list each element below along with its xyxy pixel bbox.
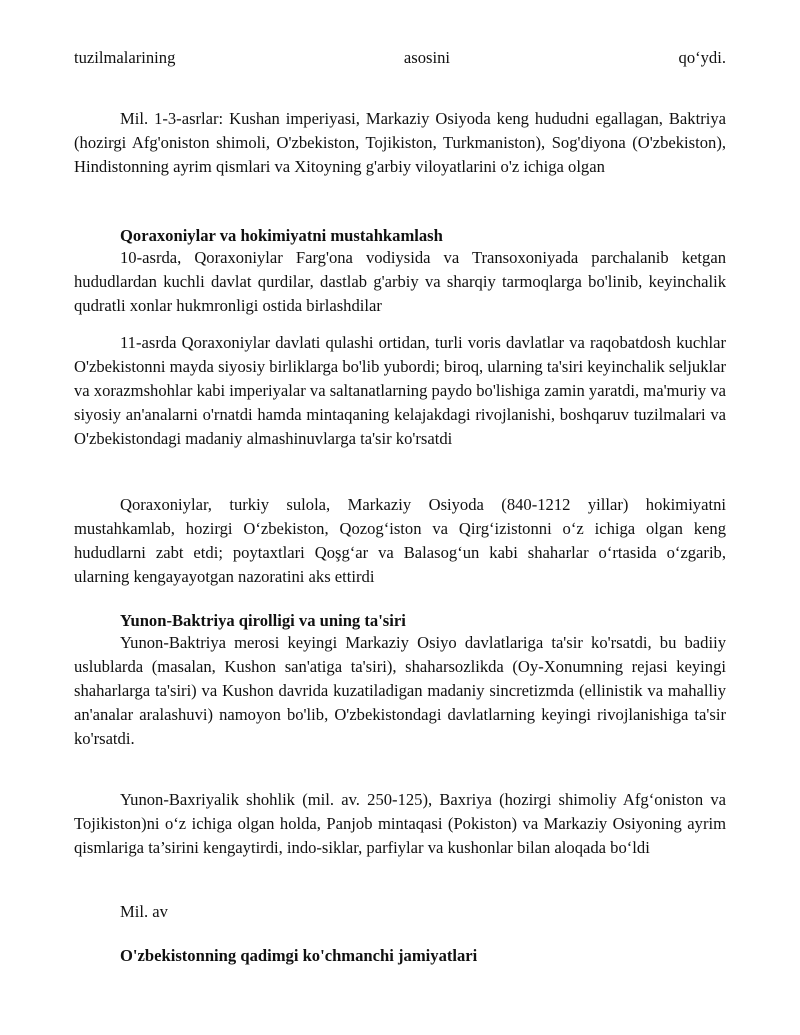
paragraph-qoraxoniylar-10-text: 10-asrda, Qoraxoniylar Farg'ona vodiysida va Transoxoniyada parchalanib ketgan hududlardan kuchli davlat qurdilar, dastlab g'arbiy va sharqiy tarmoqlarga bo'linib, keyinchalik qudratli xonlar hukmronligi ostida birlashdilar	[74, 248, 726, 315]
paragraph-kushan	[74, 107, 726, 179]
paragraph-yunon-baktriya-meros	[74, 631, 726, 751]
paragraph-qoraxoniylar-sulola-text: Qoraxoniylar, turkiy sulola, Markaziy Osiyoda (840-1212 yillar) hokimiyatni mustahkamlab, hozirgi O‘zbekiston, Qozog‘iston va Qirg‘izistonni o‘z ichiga olgan keng hududlarni zabt etdi; poytaxtlari Qoşg‘ar va Balasog‘un kabi shaharlar o‘rtasida o‘zgarib, ularning kengayayotgan nazoratini aks ettirdi	[74, 495, 726, 586]
paragraph-yunon-baxriyalik	[74, 788, 726, 860]
paragraph-mil-av-text: Mil. av	[120, 902, 168, 921]
paragraph-qoraxoniylar-11	[74, 331, 726, 451]
paragraph-mil-av	[74, 900, 726, 924]
paragraph-qoraxoniylar-sulola	[74, 493, 726, 589]
paragraph-qoraxoniylar-10	[74, 246, 726, 318]
top-line-text: tuzilmalarining asosini qo‘ydi.	[74, 48, 726, 67]
paragraph-yunon-baktriya-meros-text: Yunon-Baktriya merosi keyingi Markaziy Osiyo davlatlariga ta'sir ko'rsatdi, bu badiiy uslublarda (masalan, Kushon san'atiga ta'siri), shaharsozlikda (Oy-Xonumning rejasi keyingi shaharlarga ta'siri) va Kushon davrida kuzatiladigan madaniy sincretizmda (ellinistik va mahalliy an'analar aralashuvi) namoyon bo'lib, O'zbekistondagi davlatlarning keyingi rivojlanishiga ta'sir ko'rsatdi.	[74, 633, 726, 748]
paragraph-qoraxoniylar-11-text: 11-asrda Qoraxoniylar davlati qulashi ortidan, turli voris davlatlar va raqobatdosh kuchlar O'zbekistonni mayda siyosiy birliklarga bo'lib yubordi; biroq, ularning ta'siri keyinchalik seljuklar va xorazmshohlar kabi imperiyalar va saltanatlarning paydo bo'lishiga zamin yaratdi, ma'muriy va siyosiy an'analarni o'rnatdi hamda mintaqaning kelajakdagi rivojlanishi, boshqaruv tuzilmalari va O'zbekistondagi madaniy almashinuvlarga ta'sir ko'rsatdi	[74, 333, 727, 448]
paragraph-yunon-baxriyalik-text: Yunon-Baxriyalik shohlik (mil. av. 250-125), Baxriya (hozirgi shimoliy Afg‘oniston va Tojikiston)ni o‘z ichiga olgan holda, Panjob mintaqasi (Pokiston) va Markaziy Osiyoning ayrim qismlariga ta’sirini kengaytirdi, indo-siklar, parfiylar va kushonlar bilan aloqada bo‘ldi	[74, 790, 726, 857]
paragraph-kushan-text: Mil. 1-3-asrlar: Kushan imperiyasi, Markaziy Osiyoda keng hududni egallagan, Baktriya (hozirgi Afg'oniston shimoli, O'zbekiston, Tojikiston, Turkmaniston), Sog'diyona (O'zbekiston), Hindistonning ayrim qismlari va Xitoyning g'arbiy viloyatlarini o'z ichiga olgan	[74, 109, 726, 176]
heading-qoraxoniylar: Qoraxoniylar va hokimiyatni mustahkamlash	[120, 226, 443, 245]
heading-yunon-baktriya: Yunon-Baktriya qirolligi va uning ta'siri	[120, 611, 406, 630]
heading-kochmanchi: O'zbekistonning qadimgi ko'chmanchi jamiyatlari	[120, 946, 478, 965]
top-line	[74, 46, 726, 70]
